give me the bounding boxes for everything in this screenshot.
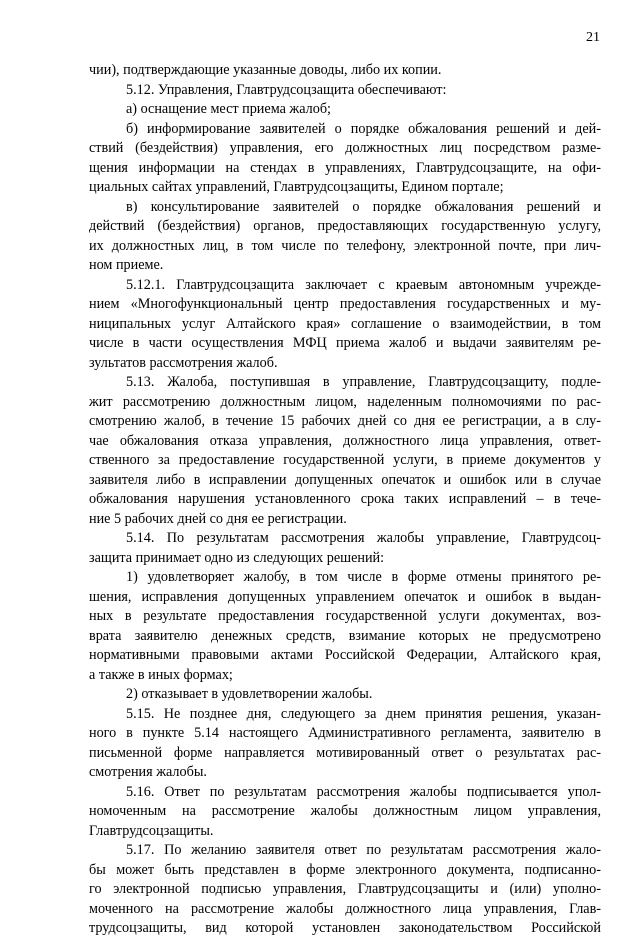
text-line: б) информирование заявителей о порядке обжалования решений и дей- [126,120,601,137]
text-line: врата заявителю денежных средств, взимание которых не предусмотрено [89,627,601,644]
text-line: 5.12.1. Главтрудсоцзащита заключает с краевым автономным учрежде- [126,276,601,293]
text-line: 5.16. Ответ по результатам рассмотрения жалобы подписывается упол- [126,783,601,800]
text-line: го электронной подписью управления, Главтрудсоцзащиты и (или) уполно- [89,881,601,897]
text-line: 5.17. По желанию заявителя ответ по результатам рассмотрения жало- [126,842,601,858]
text-line: Главтрудсоцзащиты. [89,822,214,839]
text-line: моченного на рассмотрение жалобы должностного лица управления, Глав- [89,900,601,917]
text-line: письменной форме направляется мотивированный ответ о результатах рас- [89,744,601,761]
text-line: трудсоцзащиты, вид которой установлен законодательством Российской [89,920,601,936]
text-line: ниципальных услуг Алтайского края» соглашение о взаимодействии, в том [89,315,601,332]
text-line: номоченным на рассмотрение жалобы должностным лицом управления, [89,803,601,819]
text-line: а) оснащение мест приема жалоб; [126,101,331,117]
text-line: шения, исправления допущенных управлением опечаток и ошибок в выдан- [89,588,601,605]
text-line: защита принимает одно из следующих решений: [89,549,385,566]
text-line: смотрения жалобы. [89,764,207,780]
text-line: нормативными правовыми актами Российской Федерации, Алтайского края, [89,647,601,663]
text-line: ных в результате предоставления государственной услуги документах, воз- [89,608,601,624]
text-line: а также в иных формах; [89,666,233,683]
text-line: 2) отказывает в удовлетворении жалобы. [126,686,373,702]
text-line: заявителя либо в исправлении допущенных опечаток и ошибок или в случае [89,471,601,488]
text-line: чае обжалования отказа управления, должностного лица управления, ответ- [89,432,601,449]
text-line: циальных сайтах управлений, Главтрудсоцзащиты, Едином портале; [89,179,504,195]
text-line: ние 5 рабочих дней со дня ее регистрации. [89,510,347,527]
text-line: 1) удовлетворяет жалобу, в том числе в форме отмены принятого ре- [126,569,601,585]
text-line: в) консультирование заявителей о порядке обжалования решений и [126,198,601,215]
text-line: чии), подтверждающие указанные доводы, либо их копии. [89,62,442,78]
text-line: 5.13. Жалоба, поступившая в управление, Главтрудсоцзащиту, подле- [126,374,601,390]
text-line: обжалования нарушения установленного срока таких исправлений – в тече- [89,491,601,507]
text-line: действий (бездействия) органов, предоставляющих государственную услугу, [89,218,601,234]
text-line: ственного за предоставление государственной услуги, в приеме документов у [89,452,601,468]
text-line: ствий (бездействия) управления, его должностных лиц посредством разме- [89,140,601,156]
text-line: жит рассмотрению должностным лицом, наделенным полномочиями по рас- [89,393,601,410]
text-line: их должностных лиц, в том числе по телефону, электронной почте, при лич- [89,237,601,254]
document-body [89,61,601,939]
page-number: 21 [586,30,600,45]
text-line: числе в части осуществления МФЦ приема жалоб и выдачи заявителям ре- [89,335,601,351]
text-line: ном приеме. [89,257,164,273]
text-line: щения информации на стендах в управлениях, Главтрудсоцзащите, на офи- [89,159,601,176]
text-line: смотрению жалоб, в течение 15 рабочих дней со дня ее регистрации, а в слу- [89,413,601,429]
text-line: зультатов рассмотрения жалоб. [89,354,278,371]
text-line: нием «Многофункциональный центр предоставления государственных и му- [89,296,601,312]
text-line: ного в пункте 5.14 настоящего Административного регламента, заявителю в [89,725,601,741]
text-line: 5.14. По результатам рассмотрения жалобы управление, Главтрудсоц- [126,530,601,546]
text-line: бы может быть представлен в форме электронного документа, подписанно- [89,861,601,878]
text-line: 5.12. Управления, Главтрудсоцзащита обеспечивают: [126,81,447,98]
text-line: 5.15. Не позднее дня, следующего за днем принятия решения, указан- [126,705,601,722]
